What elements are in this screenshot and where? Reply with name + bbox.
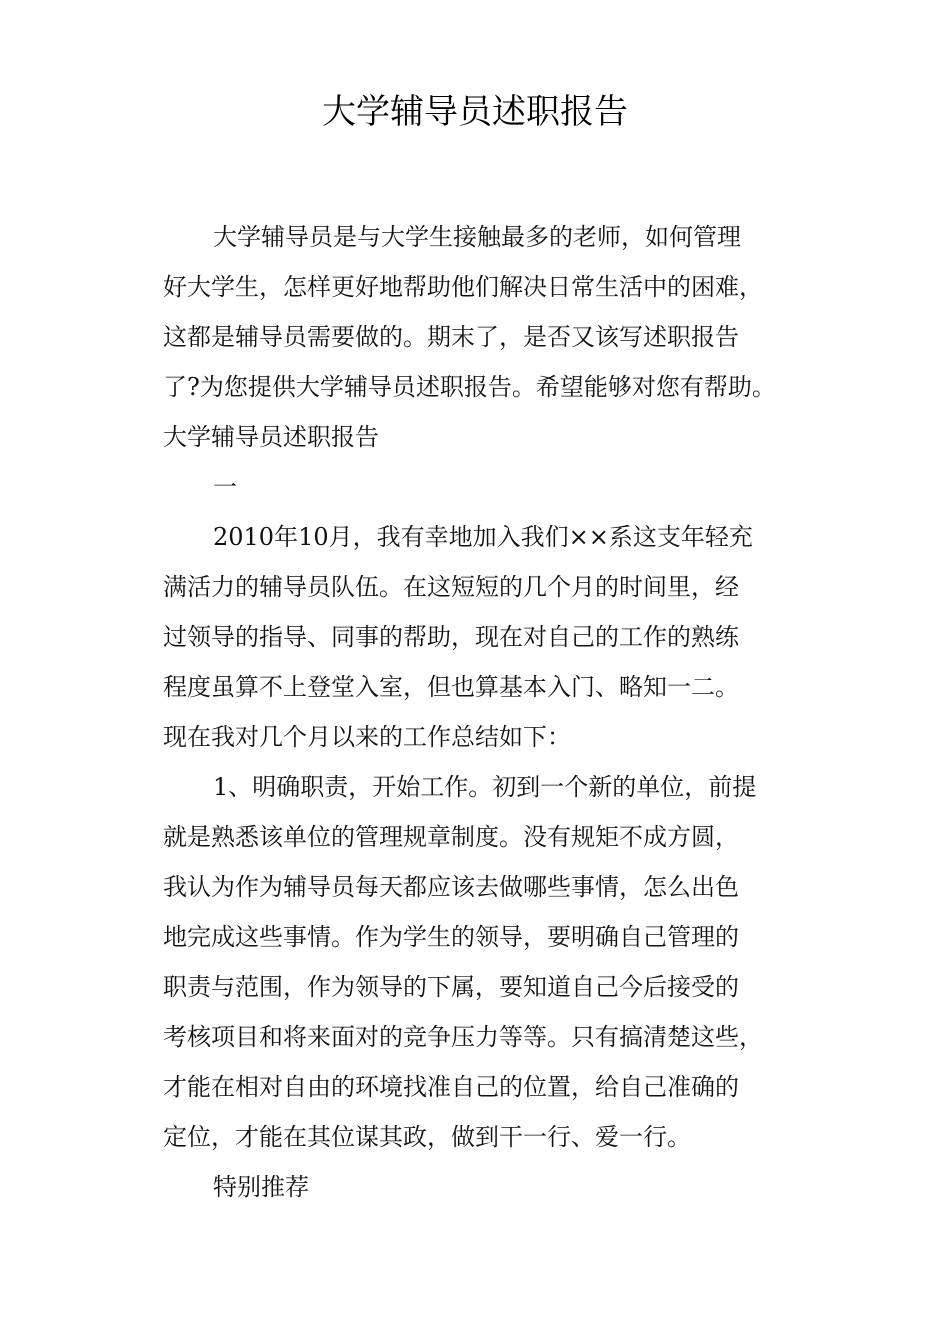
paragraph-line: 就是熟悉该单位的管理规章制度。没有规矩不成方圆， xyxy=(163,823,739,851)
paragraph-line: 定位，才能在其位谋其政，做到干一行、爱一行。 xyxy=(163,1123,691,1151)
paragraph-line: 程度虽算不上登堂入室，但也算基本入门、略知一二。 xyxy=(163,673,739,701)
paragraph-line: 现在我对几个月以来的工作总结如下： xyxy=(163,723,571,751)
paragraph-line: 1、明确职责，开始工作。初到一个新的单位，前提 xyxy=(213,773,757,801)
paragraph-line: 了?为您提供大学辅导员述职报告。希望能够对您有帮助。 xyxy=(163,373,776,401)
document-title: 大学辅导员述职报告 xyxy=(322,92,628,132)
paragraph-line: 过领导的指导、同事的帮助，现在对自己的工作的熟练 xyxy=(163,623,739,651)
paragraph-line: 才能在相对自由的环境找准自己的位置，给自己准确的 xyxy=(163,1073,739,1101)
paragraph-line: 2010年10月，我有幸地加入我们××系这支年轻充 xyxy=(213,523,753,551)
paragraph-line: 地完成这些事情。作为学生的领导，要明确自己管理的 xyxy=(163,923,739,951)
paragraph-line: 好大学生，怎样更好地帮助他们解决日常生活中的困难， xyxy=(163,273,763,301)
paragraph-line: 满活力的辅导员队伍。在这短短的几个月的时间里，经 xyxy=(163,573,739,601)
section-heading: 大学辅导员述职报告 xyxy=(163,423,379,451)
paragraph-line: 大学辅导员是与大学生接触最多的老师，如何管理 xyxy=(213,223,741,251)
paragraph-line: 我认为作为辅导员每天都应该去做哪些事情，怎么出色 xyxy=(163,873,739,901)
section-number: 一 xyxy=(213,473,237,501)
paragraph-line: 这都是辅导员需要做的。期末了，是否又该写述职报告 xyxy=(163,323,739,351)
recommend-label: 特别推荐 xyxy=(213,1173,309,1201)
paragraph-line: 考核项目和将来面对的竞争压力等等。只有搞清楚这些， xyxy=(163,1023,763,1051)
paragraph-line: 职责与范围，作为领导的下属，要知道自己今后接受的 xyxy=(163,973,739,1001)
